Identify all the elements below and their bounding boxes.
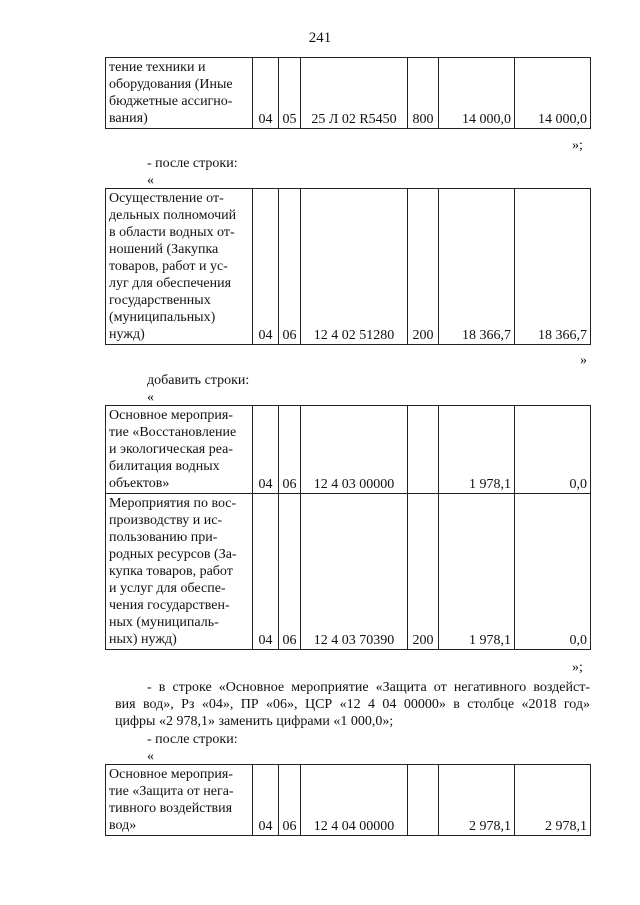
budget-table-3 — [105, 405, 591, 650]
pr-cell: 05 — [279, 58, 301, 129]
opening-quote: « — [147, 749, 154, 764]
amount-2018-cell: 14 000,0 — [515, 58, 591, 129]
description-line: ных) нужд) — [109, 632, 177, 647]
pr-cell: 06 — [279, 494, 301, 650]
vr-cell: 200 — [408, 494, 439, 650]
csr-cell: 12 4 04 00000 — [301, 765, 408, 836]
description-line: тение техники и — [109, 60, 206, 75]
closing-quote: » — [580, 353, 587, 368]
table-row — [106, 494, 591, 650]
description-line: купка товаров, работ — [109, 564, 233, 579]
description-cell — [106, 189, 253, 345]
vr-cell — [408, 765, 439, 836]
rz-cell: 04 — [253, 765, 279, 836]
vr-cell: 800 — [408, 58, 439, 129]
description-line: объектов» — [109, 476, 170, 491]
description-line: дельных полномочий — [109, 208, 237, 223]
description-line: ных (муниципаль- — [109, 615, 219, 630]
description-line: чения государствен- — [109, 598, 230, 613]
amount-2018-cell: 0,0 — [515, 494, 591, 650]
rz-cell: 04 — [253, 406, 279, 494]
description-line: в области водных от- — [109, 225, 235, 240]
table-row — [106, 58, 591, 129]
after-row-instruction: - после строки: — [147, 732, 238, 747]
page-number: 241 — [308, 30, 332, 46]
description-line: билитация водных — [109, 459, 220, 474]
description-line: государственных — [109, 293, 211, 308]
description-line: вод» — [109, 818, 137, 833]
description-line: пользованию при- — [109, 530, 218, 545]
description-line: вания) — [109, 111, 148, 126]
description-line: производству и ис- — [109, 513, 223, 528]
table-row — [106, 189, 591, 345]
amount-2018-cell: 0,0 — [515, 406, 591, 494]
description-cell — [106, 406, 253, 494]
description-line: тивного воздействия — [109, 801, 233, 816]
amount-2017-cell: 14 000,0 — [439, 58, 515, 129]
instruction-line: цифры «2 978,1» заменить цифрами «1 000,0»; — [115, 714, 394, 729]
amount-2017-cell: 1 978,1 — [439, 406, 515, 494]
amount-2018-cell: 2 978,1 — [515, 765, 591, 836]
add-rows-instruction: добавить строки: — [147, 373, 250, 388]
description-line: и экологическая реа- — [109, 442, 233, 457]
description-line: товаров, работ и ус- — [109, 259, 228, 274]
description-line: луг для обеспечения — [109, 276, 232, 291]
closing-quote: »; — [572, 660, 583, 675]
description-line: нужд) — [109, 327, 145, 342]
opening-quote: « — [147, 173, 154, 188]
csr-cell: 12 4 03 00000 — [301, 406, 408, 494]
vr-cell — [408, 406, 439, 494]
description-line: Основное мероприя- — [109, 408, 233, 423]
replacement-instruction — [115, 679, 590, 730]
rz-cell: 04 — [253, 494, 279, 650]
description-line: оборудования (Иные — [109, 77, 233, 92]
budget-table-4 — [105, 764, 591, 836]
description-line: тие «Восстановление — [109, 425, 237, 440]
description-line: Осуществление от- — [109, 191, 224, 206]
instruction-line: вия вод», Рз «04», ПР «06», ЦСР «12 4 04 00000» в столбце «2018 год» — [115, 697, 590, 712]
amount-2018-cell: 18 366,7 — [515, 189, 591, 345]
description-cell — [106, 58, 253, 129]
description-line: (муниципальных) — [109, 310, 216, 325]
description-line: родных ресурсов (За- — [109, 547, 237, 562]
description-line: Мероприятия по вос- — [109, 496, 237, 511]
vr-cell: 200 — [408, 189, 439, 345]
description-line: ношений (Закупка — [109, 242, 219, 257]
amount-2017-cell: 1 978,1 — [439, 494, 515, 650]
csr-cell: 12 4 03 70390 — [301, 494, 408, 650]
budget-table-2 — [105, 188, 591, 345]
description-cell — [106, 494, 253, 650]
rz-cell: 04 — [253, 189, 279, 345]
pr-cell: 06 — [279, 406, 301, 494]
pr-cell: 06 — [279, 189, 301, 345]
amount-2017-cell: 2 978,1 — [439, 765, 515, 836]
after-row-instruction: - после строки: — [147, 156, 238, 171]
amount-2017-cell: 18 366,7 — [439, 189, 515, 345]
description-cell — [106, 765, 253, 836]
description-line: Основное мероприя- — [109, 767, 233, 782]
description-line: и услуг для обеспе- — [109, 581, 226, 596]
closing-quote: »; — [572, 138, 583, 153]
description-line: бюджетные ассигно- — [109, 94, 233, 109]
pr-cell: 06 — [279, 765, 301, 836]
csr-cell: 12 4 02 51280 — [301, 189, 408, 345]
rz-cell: 04 — [253, 58, 279, 129]
instruction-line: - в строке «Основное мероприятие «Защита от негативного воздейст- — [147, 680, 590, 695]
csr-cell: 25 Л 02 R5450 — [301, 58, 408, 129]
table-row — [106, 765, 591, 836]
opening-quote: « — [147, 390, 154, 405]
description-line: тие «Защита от нега- — [109, 784, 234, 799]
budget-table-1 — [105, 57, 591, 129]
table-row — [106, 406, 591, 494]
